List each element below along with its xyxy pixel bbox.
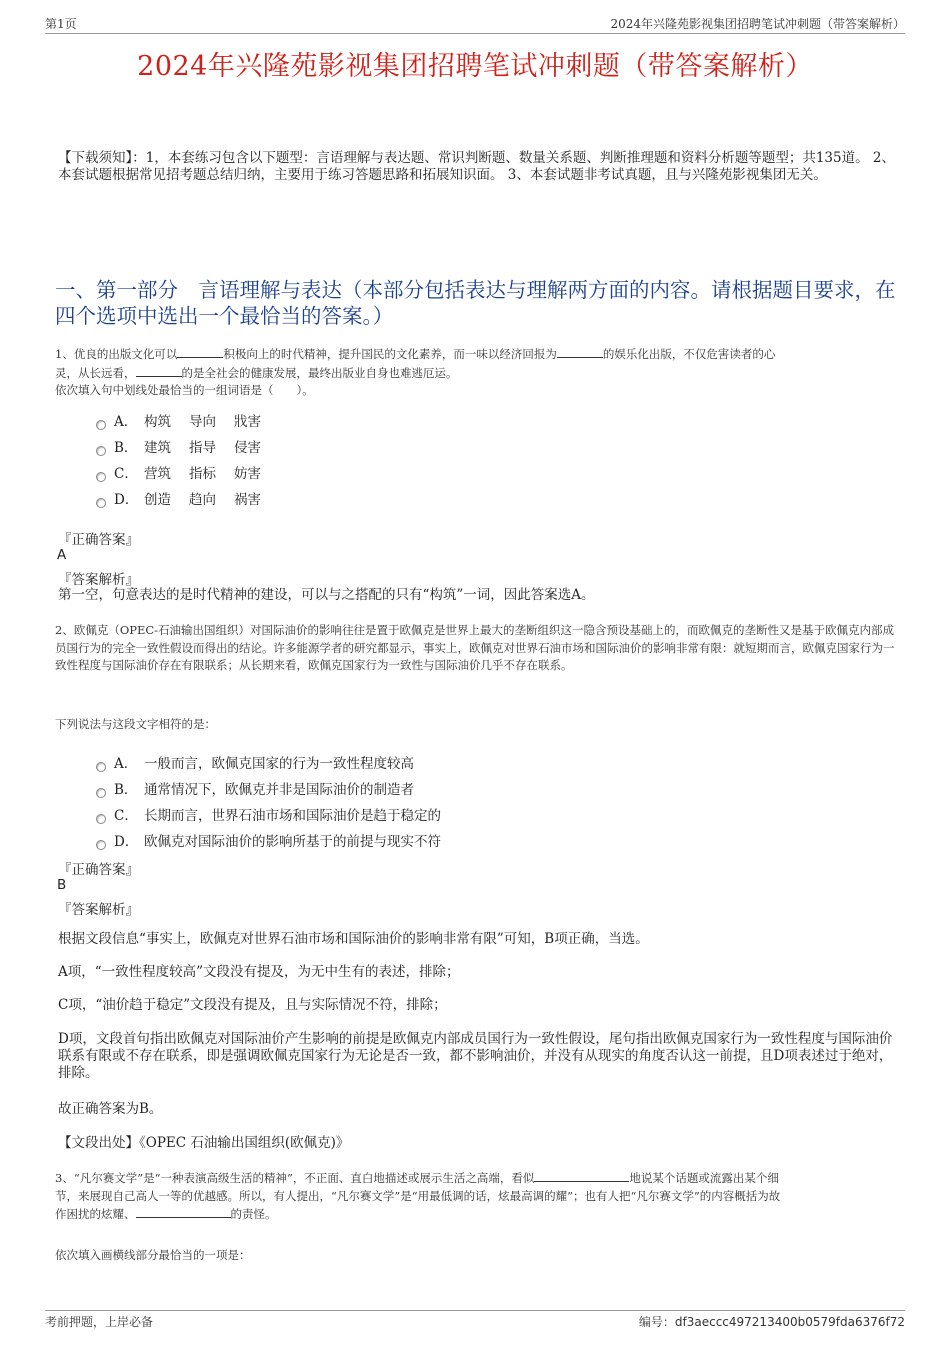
q2-analysis-3: C项，“油价趋于稳定”文段没有提及，且与实际情况不符，排除；	[58, 997, 447, 1013]
q1-text-1: 1、优良的出版文化可以	[55, 347, 178, 361]
question-3-stem	[55, 1169, 895, 1224]
q1-text-2: 积极向上的时代精神，提升国民的文化素养，而一味以经济回报为	[223, 347, 557, 361]
q2-option-a[interactable]: A． 一般而言，欧佩克国家的行为一致性程度较高	[96, 752, 414, 772]
q2-analysis-1: 根据文段信息“事实上，欧佩克对世界石油市场和国际油价的影响非常有限”可知，B项正确，当选。	[58, 931, 649, 947]
radio-icon[interactable]	[96, 420, 106, 430]
question-1-stem	[55, 345, 895, 400]
q2-option-c[interactable]: C． 长期而言，世界石油市场和国际油价是趋于稳定的	[96, 804, 441, 824]
q1-prompt: 依次填入句中划线处最恰当的一组词语是（ ）。	[55, 383, 314, 397]
q1-text-4: 灵，从长远看，	[55, 365, 136, 380]
q3-prompt: 依次填入画横线部分最恰当的一项是：	[55, 1248, 251, 1262]
footer-slogan: 考前押题，上岸必备	[45, 1315, 154, 1329]
q1-blank-1	[177, 345, 223, 358]
document-title: 2024年兴隆苑影视集团招聘笔试冲刺题（带答案解析）	[137, 51, 813, 82]
q3-text-1: 3、“凡尔赛文学”是“一种表演高级生活的精神”，不正面、直白地描述或展示生活之高端，看似	[55, 1171, 535, 1185]
q1-blank-2	[557, 345, 603, 358]
q2-analysis-4: D项，文段首句指出欧佩克对国际油价产生影响的前提是欧佩克内部成员国行为一致性假设，尾句指出欧佩克国家行为一致性程度与国际油价联系有限或不存在联系，即是强调欧佩克国家行为无论是否一致，都不影响油价，并没有从现实的角度否认这一前提，且D项表述过于绝对，排除。	[58, 1031, 893, 1081]
q2-source: 【文段出处】《OPEC 石油输出国组织(欧佩克)》	[58, 1135, 350, 1151]
code-value: df3aeccc497213400b0579fda6376f72	[674, 1315, 905, 1329]
q2-analysis-label: 『答案解析』	[58, 902, 139, 918]
q1-option-c[interactable]: C． 营筑 指标 妨害	[96, 462, 279, 482]
q1-option-d[interactable]: D． 创造 趋向 祸害	[96, 488, 279, 508]
running-title: 2024年兴隆苑影视集团招聘笔试冲刺题（带答案解析）	[610, 17, 905, 31]
code-label: 编号：	[638, 1315, 675, 1329]
q3-blank-2	[136, 1205, 231, 1218]
radio-icon[interactable]	[96, 762, 106, 772]
q2-prompt: 下列说法与这段文字相符的是：	[55, 717, 216, 731]
q1-text-5: 的是全社会的健康发展，最终出版业自身也难逃厄运。	[181, 365, 458, 380]
radio-icon[interactable]	[96, 788, 106, 798]
q2-analysis-5: 故正确答案为B。	[58, 1101, 163, 1117]
radio-icon[interactable]	[96, 472, 106, 482]
radio-icon[interactable]	[96, 814, 106, 824]
q1-text-3: 的娱乐化出版，不仅危害读者的心	[602, 347, 776, 361]
q2-answer: B	[57, 877, 67, 893]
q2-option-d[interactable]: D． 欧佩克对国际油价的影响所基于的前提与现实不符	[96, 830, 441, 850]
radio-icon[interactable]	[96, 498, 106, 508]
q1-option-a[interactable]: A． 构筑 导向 戕害	[96, 410, 279, 430]
radio-icon[interactable]	[96, 446, 106, 456]
download-notice: 【下载须知】：1，本套练习包含以下题型：言语理解与表达题、常识判断题、数量关系题、判断推理题和资料分析题等题型；共135道。 2、本套试题根据常见招考题总结归纳，主要用于练习答题思路和拓展知识面。 3、本套试题非考试真题，且与兴隆苑影视集团无关。	[58, 150, 895, 183]
q2-analysis-2: A项，“一致性程度较高”文段没有提及，为无中生有的表述，排除；	[58, 964, 460, 980]
q3-text-2: 地说某个话题或流露出某个细	[629, 1171, 779, 1185]
page-number: 第1页	[45, 17, 77, 31]
radio-icon[interactable]	[96, 840, 106, 850]
q2-answer-label: 『正确答案』	[58, 862, 139, 878]
q3-blank-1	[534, 1169, 629, 1182]
q3-text-4: 作困扰的炫耀、	[55, 1207, 136, 1221]
q1-answer-label: 『正确答案』	[58, 532, 139, 548]
footer-divider	[45, 1310, 905, 1311]
q3-text-5: 的责怪。	[230, 1207, 277, 1221]
document-code	[639, 1313, 905, 1330]
q1-answer: A	[57, 547, 67, 563]
q1-option-b[interactable]: B． 建筑 指导 侵害	[96, 436, 279, 456]
q3-text-3: 节，来展现自己高人一等的优越感。所以，有人提出，“凡尔赛文学”是“用最低调的话，炫最高调的耀”；也有人把“凡尔赛文学”的内容概括为故	[55, 1188, 781, 1203]
q1-analysis: 第一空，句意表达的是时代精神的建设，可以与之搭配的只有“构筑”一词，因此答案选A。	[58, 587, 595, 603]
header-divider	[45, 33, 905, 34]
q1-blank-3	[136, 364, 182, 377]
section-heading: 一、第一部分 言语理解与表达（本部分包括表达与理解两方面的内容。请根据题目要求，在四个选项中选出一个最恰当的答案。）	[55, 278, 896, 328]
q2-option-b[interactable]: B． 通常情况下，欧佩克并非是国际油价的制造者	[96, 778, 414, 798]
question-2-passage: 2、欧佩克（OPEC-石油输出国组织）对国际油价的影响往往是置于欧佩克是世界上最大的垄断组织这一隐含预设基础上的，而欧佩克的垄断性又是基于欧佩克内部成员国行为的完全一致性假设而得出的结论。许多能源学者的研究都显示，事实上，欧佩克对世界石油市场和国际油价的影响非常有限：就短期而言，欧佩克国家行为一致性程度与国际油价存在有限联系；从长期来看，欧佩克国家行为一致性与国际油价几乎不存在联系。	[55, 623, 895, 672]
q1-analysis-label: 『答案解析』	[58, 572, 139, 588]
